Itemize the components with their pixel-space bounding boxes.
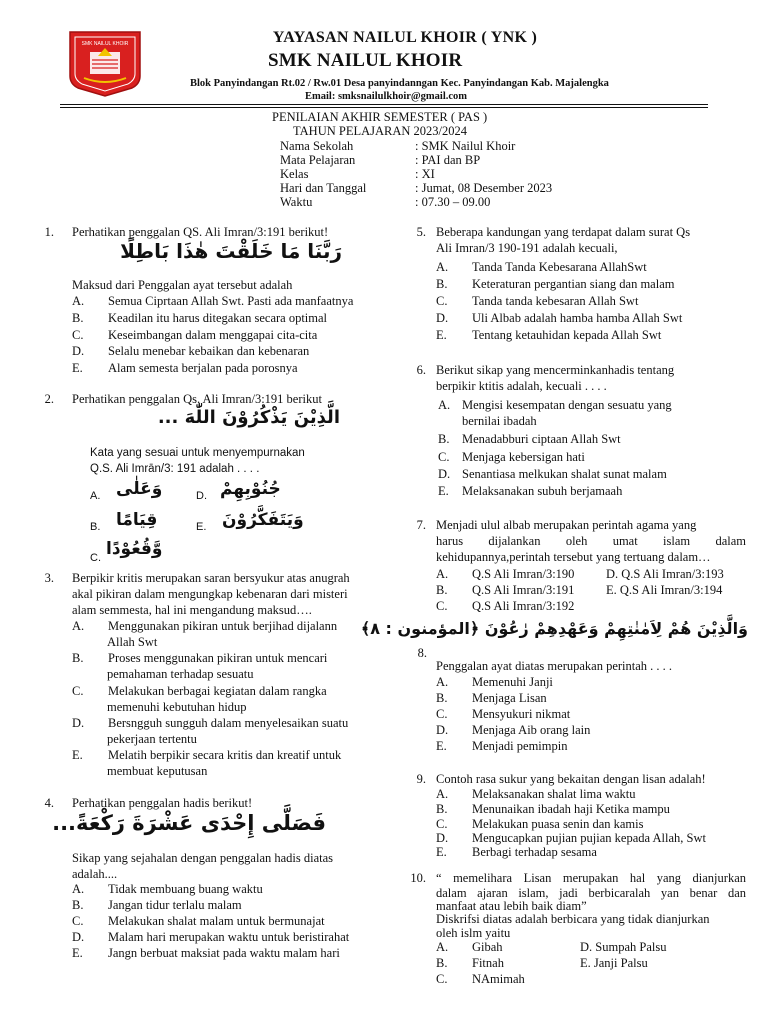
option-a[interactable] [72, 619, 337, 634]
option-a[interactable] [436, 260, 647, 275]
question-number: 9. [416, 772, 426, 786]
choice-arabic[interactable]: جُنُوْبِهِمْ [220, 479, 281, 499]
option-letter: E. [72, 946, 83, 960]
option-b[interactable] [436, 277, 674, 292]
info-label: Kelas [280, 167, 309, 181]
option-letter: C. [436, 599, 448, 613]
option-a[interactable] [72, 294, 353, 309]
option-b[interactable] [72, 898, 242, 913]
option-text: Melakukan berbagai kegiatan dalam rangka [108, 684, 327, 698]
option-a[interactable] [438, 398, 672, 413]
option-d[interactable] [436, 723, 590, 738]
option-text-cont: Allah Swt [107, 635, 158, 649]
option-letter: C. [72, 328, 84, 342]
option-c[interactable] [436, 707, 570, 722]
option-text: Tentang ketauhidan kepada Allah Swt [472, 328, 662, 342]
option-text: Malam hari merupakan waktu untuk beristirahat [108, 930, 350, 944]
info-label: Nama Sekolah [280, 139, 354, 153]
question-number: 4. [44, 796, 54, 810]
option-letter: A. [72, 619, 85, 633]
option-a[interactable] [436, 787, 636, 802]
question-text: Beberapa kandungan yang terdapat dalam surat Qs [436, 225, 691, 239]
option-letter: A. [436, 940, 449, 954]
choice-arabic[interactable]: وَيَتَفَكَّرُوْنَ [222, 510, 304, 530]
option-c[interactable] [72, 914, 325, 929]
option-c[interactable] [438, 450, 585, 465]
option-letter: B. [436, 277, 448, 291]
info-value: : PAI dan BP [415, 153, 481, 167]
option-letter: B. [436, 802, 448, 816]
option-text: Mensyukuri nikmat [472, 707, 571, 721]
option-text: Menjaga kebersigan hati [462, 450, 585, 464]
info-label: Mata Pelajaran [280, 153, 356, 167]
question-text: berpikir ktitis adalah, kecuali . . . . [436, 379, 607, 393]
option-letter: A. [438, 398, 451, 412]
option-e[interactable] [436, 739, 567, 754]
option-a[interactable] [436, 940, 666, 955]
exam-title: PENILAIAN AKHIR SEMESTER ( PAS ) [272, 110, 488, 124]
info-row [280, 195, 552, 209]
option-text-cont: memenuhi kebutuhan hidup [107, 700, 247, 714]
question-text: oleh islm yaitu [436, 926, 511, 940]
option-c[interactable] [436, 599, 574, 614]
question-stem: adalah.... [72, 867, 118, 881]
option-text: Uli Albab adalah hamba hamba Allah Swt [472, 311, 683, 325]
option-d[interactable] [72, 930, 349, 945]
question-text: Perhatikan penggalan hadis berikut! [72, 796, 253, 810]
option-c[interactable] [436, 972, 525, 987]
question-stem: Maksud dari Penggalan ayat tersebut adalah [72, 278, 293, 292]
option-text: Menjaga Aib orang lain [472, 723, 591, 737]
option-letter: E. [436, 845, 447, 859]
choice-arabic[interactable]: قِيَامًا [116, 510, 158, 530]
option-letter: E. [438, 484, 449, 498]
question-text: “ memelihara Lisan merupakan hal yang dianjurkan [436, 871, 746, 885]
arabic-verse: الَّذِيْنَ يَذْكُرُوْنَ اللّٰهَ ... [157, 407, 340, 428]
option-text-cont: pemahaman terhadap sesuatu [107, 667, 254, 681]
option-b[interactable] [436, 691, 547, 706]
option-letter: E. [436, 328, 447, 342]
option-letter: C. [438, 450, 450, 464]
option-text: Gibah [472, 940, 503, 954]
option-letter: A. [436, 675, 449, 689]
question-number: 6. [416, 363, 426, 377]
option-text: Mengisi kesempatan dengan sesuatu yang [462, 398, 672, 412]
question-number: 2. [44, 392, 54, 406]
option-letter: A. [436, 260, 449, 274]
option-text: Melaksanakan subuh berjamaah [462, 484, 623, 498]
option-text: Proses menggunakan pikiran untuk mencari [108, 651, 328, 665]
option-letter: C. [436, 817, 448, 831]
option-d[interactable] [438, 467, 667, 482]
option-letter: C. [436, 707, 448, 721]
choice-arabic[interactable]: وَّقُعُوْدًا [106, 539, 163, 559]
question-number: 5. [416, 225, 426, 239]
question-text: Contoh rasa sukur yang bekaitan dengan lisan adalah! [436, 772, 706, 786]
school-email: Email: smksnailulkhoir@gmail.com [305, 91, 468, 102]
info-value: : Jumat, 08 Desember 2023 [415, 181, 553, 195]
option-e[interactable] [72, 946, 340, 961]
option-text: Semua Ciprtaan Allah Swt. Pasti ada manfaatnya [108, 294, 354, 308]
option-letter: A. [72, 294, 85, 308]
option-text: Memenuhi Janji [472, 675, 553, 689]
question-number: 1. [44, 225, 54, 239]
info-label: Waktu [280, 195, 313, 209]
option-text: Melakukan puasa senin dan kamis [472, 817, 644, 831]
info-row [280, 153, 552, 167]
option-letter: A. [436, 567, 449, 581]
option-text: Alam semesta berjalan pada porosnya [108, 361, 298, 375]
option-e[interactable] [72, 748, 341, 763]
question-text: Berpikir kritis merupakan saran bersyukur atas anugrah [72, 571, 350, 585]
option-text: NAmimah [472, 972, 525, 986]
option-b[interactable] [436, 583, 722, 598]
arabic-hadith: فَصَلَّى إِحْدَى عَشْرَةَ رَكْعَةً... [52, 811, 326, 835]
option-letter: B. [72, 311, 84, 325]
question-text: harus dijalankan oleh umat islam dalam [436, 534, 746, 548]
option-b[interactable] [72, 651, 327, 666]
option-a[interactable] [436, 675, 553, 690]
question-stem: Sikap yang sejahalan dengan penggalan hadis diatas [72, 851, 334, 865]
option-text: Keteraturan pergantian siang dan malam [472, 277, 675, 291]
question-text: Perhatikan penggalan QS. Ali Imran/3:191 berikut! [72, 225, 329, 239]
option-c[interactable] [436, 817, 643, 832]
image-caption: Q.S. Ali Imrān/3: 191 adalah . . . . [90, 463, 260, 475]
option-letter: D. [436, 311, 449, 325]
question-text: dalam ajaran islam, jadi berbicaralah yan benar dan [436, 886, 746, 900]
option-text: Berbagi terhadap sesama [472, 845, 597, 859]
option-e[interactable]: E. Q.S Ali Imran/3:194 [606, 583, 723, 597]
option-letter: B. [72, 898, 84, 912]
question-text: alam semmesta, hal ini mengandung maksud…. [72, 603, 312, 617]
option-letter: B. [436, 691, 448, 705]
choice-letter: C. [90, 552, 101, 564]
choice-letter: E. [196, 521, 207, 533]
question-stem: Penggalan ayat diatas merupakan perintah . . . . [436, 659, 673, 673]
question-text: Perhatikan penggalan Qs. Ali Imran/3:191 berikut [72, 392, 322, 406]
option-text: Menjadi pemimpin [472, 739, 568, 753]
option-text: Tanda Tanda Kebesarana AllahSwt [472, 260, 647, 274]
option-text: Jangan tidur terlalu malam [108, 898, 242, 912]
info-value: : SMK Nailul Khoir [415, 139, 516, 153]
option-text-cont: bernilai ibadah [462, 414, 537, 428]
option-text: Mengucapkan pujian pujian kepada Allah, Swt [472, 831, 706, 845]
exam-year: TAHUN PELAJARAN 2023/2024 [293, 124, 467, 138]
choice-letter: A. [90, 490, 101, 502]
option-letter: E. [72, 361, 83, 375]
option-text: Menggunakan pikiran untuk berjihad dijalann [108, 619, 338, 633]
option-d[interactable] [436, 831, 706, 846]
option-c[interactable] [72, 684, 327, 699]
option-a[interactable] [436, 567, 724, 582]
option-letter: C. [72, 684, 84, 698]
option-c[interactable] [72, 328, 317, 343]
option-e[interactable]: E. Janji Palsu [580, 956, 648, 970]
info-label: Hari dan Tanggal [280, 181, 367, 195]
option-text: Menadabburi ciptaan Allah Swt [462, 432, 621, 446]
question-text: akal pikiran dalam mengungkap kebenaran dari misteri [72, 587, 348, 601]
option-text-cont: pekerjaan tertentu [107, 732, 197, 746]
question-text: Ali Imran/3 190-191 adalah kecuali, [436, 241, 618, 255]
choice-letter: B. [90, 521, 101, 533]
option-c[interactable] [436, 294, 638, 309]
question-image [78, 404, 350, 568]
option-d[interactable] [72, 716, 348, 731]
header-divider [60, 104, 708, 105]
option-text: Keadilan itu harus ditegakan secara optimal [108, 311, 328, 325]
option-text: Jangn berbuat maksiat pada waktu malam hari [108, 946, 340, 960]
option-text: Tidak membuang buang waktu [108, 882, 263, 896]
question-number: 10. [410, 871, 426, 885]
option-e[interactable] [438, 484, 622, 499]
option-letter: D. [438, 467, 451, 481]
question-text: manfaat atau lebih baik diam” [436, 899, 587, 913]
option-text: Melatih berpikir secara kritis dan kreatif untuk [108, 748, 342, 762]
image-caption: Kata yang sesuai untuk menyempurnakan [90, 447, 305, 459]
info-row [280, 167, 552, 181]
option-letter: D. [72, 930, 85, 944]
option-letter: E. [72, 748, 83, 762]
option-d[interactable] [436, 311, 682, 326]
arabic-verse: رَبَّنَا مَا خَلَقْتَ هٰذَا بَاطِلًا [120, 239, 342, 263]
question-number: 3. [44, 571, 54, 585]
option-text: Fitnah [472, 956, 504, 970]
school-name: SMK NAILUL KHOIR [268, 50, 463, 71]
option-text: Tanda tanda kebesaran Allah Swt [472, 294, 639, 308]
option-letter: C. [436, 972, 448, 986]
option-e[interactable] [436, 845, 597, 860]
header-divider-thin [60, 107, 708, 108]
option-text: Q.S Ali Imran/3:190 [472, 567, 575, 581]
option-text: Melaksanakan shalat lima waktu [472, 787, 636, 801]
option-text: Selalu menebar kebaikan dan kebenaran [108, 344, 310, 358]
option-b[interactable] [438, 432, 621, 447]
info-value: : XI [415, 167, 435, 181]
option-letter: A. [436, 787, 449, 801]
option-letter: D. [436, 831, 449, 845]
option-text: Q.S Ali Imran/3:191 [472, 583, 575, 597]
option-a[interactable] [72, 882, 263, 897]
option-text: Bersngguh sungguh dalam menyelesaikan suatu [108, 716, 349, 730]
option-text: Menjaga Lisan [472, 691, 547, 705]
option-letter: B. [438, 432, 450, 446]
option-b[interactable] [72, 311, 327, 326]
question-text: kehidupannya,perintah tersebut yang tertuang dalam… [436, 550, 711, 564]
option-e[interactable] [436, 328, 661, 343]
choice-letter: D. [196, 490, 207, 502]
option-b[interactable] [436, 802, 670, 817]
option-d[interactable]: D. Sumpah Palsu [580, 940, 667, 954]
option-text: Menunaikan ibadah haji Ketika mampu [472, 802, 670, 816]
foundation-name: YAYASAN NAILUL KHOIR ( YNK ) [272, 29, 538, 46]
option-text: Keseimbangan dalam menggapai cita-cita [108, 328, 318, 342]
option-text: Melakukan shalat malam untuk bermunajat [108, 914, 325, 928]
info-value: : 07.30 – 09.00 [415, 195, 491, 209]
school-address: Blok Panyindangan Rt.02 / Rw.01 Desa panyindanngan Kec. Panyindangan Kab. Majalengka [190, 78, 609, 89]
question-text: Menjadi ulul albab merupakan perintah agama yang [436, 518, 697, 532]
option-letter: B. [436, 956, 448, 970]
info-row [280, 181, 552, 195]
option-letter: C. [72, 914, 84, 928]
option-d[interactable]: D. Q.S Ali Imran/3:193 [606, 567, 724, 581]
option-letter: C. [436, 294, 448, 308]
exam-info [280, 139, 552, 209]
logo-text: SMK NAILUL KHOIR [81, 41, 129, 47]
choice-arabic[interactable]: وَعَلٰى [116, 479, 163, 499]
question-text: Diskrifsi diatas adalah berbicara yang tidak dianjurkan [436, 912, 710, 926]
option-letter: D. [72, 716, 85, 730]
info-row [280, 139, 552, 153]
option-letter: E. [436, 739, 447, 753]
option-letter: D. [72, 344, 85, 358]
option-text-cont: membuat keputusan [107, 764, 208, 778]
option-letter: B. [72, 651, 84, 665]
option-text: Senantiasa melkukan shalat sunat malam [462, 467, 667, 481]
option-text: Q.S Ali Imran/3:192 [472, 599, 575, 613]
question-number: 7. [416, 518, 426, 532]
option-b[interactable] [436, 956, 648, 971]
question-text: Berikut sikap yang mencerminkanhadis tentang [436, 363, 675, 377]
option-letter: D. [436, 723, 449, 737]
option-d[interactable] [72, 344, 309, 359]
question-number: 8. [417, 646, 427, 660]
option-letter: B. [436, 583, 448, 597]
option-e[interactable] [72, 361, 298, 376]
option-letter: A. [72, 882, 85, 896]
arabic-verse: وَالَّذِيْنَ هُمْ لِاَمٰنٰتِهِمْ وَعَهْدِهِمْ رٰعُوْنَ ﴿المؤمنون : ٨﴾ [360, 619, 748, 638]
